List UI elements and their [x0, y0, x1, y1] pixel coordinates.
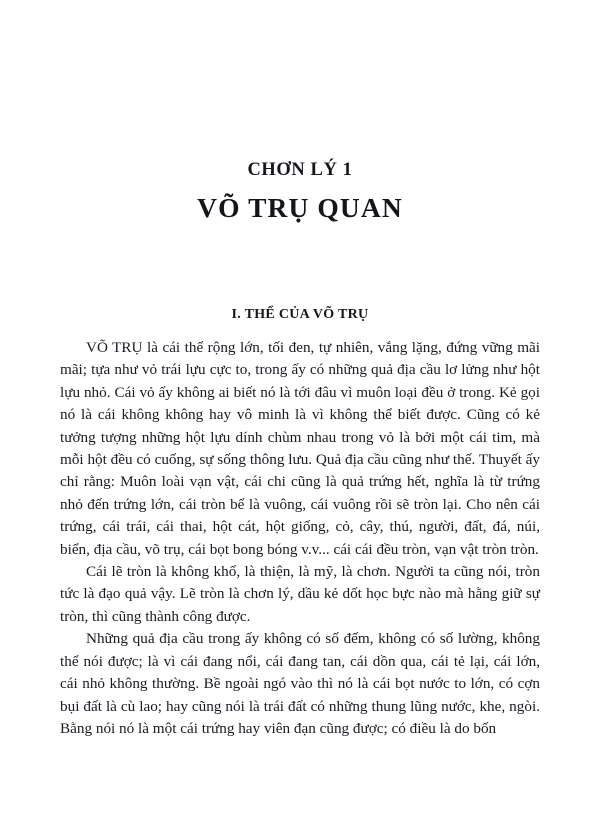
chapter-label: CHƠN LÝ 1	[247, 160, 353, 180]
paragraph: Cái lẽ tròn là không khổ, là thiện, là mỹ, là chơn. Người ta cũng nói, tròn tức là đạo quả vậy. Lẽ tròn là chơn lý, dầu kẻ dốt học bực nào mà hằng giữ sự tròn, thì cũng thành công được.	[60, 563, 540, 625]
chapter-title: VÕ TRỤ QUAN	[197, 192, 403, 223]
section-heading: I. THỂ CỦA VÕ TRỤ	[231, 307, 369, 322]
paragraph: Những quả địa cầu trong ấy không có số đếm, không có số lường, không thể nói được; là vì cái đang nổi, cái đang tan, cái dồn qua, cái tẻ lại, cái lớn, cái nhỏ không thường. Bề ngoài ngó vào thì nó là cái bọt nước to lớn, có cợn bụi đất là cù lao; hay cũng nói là trái đất có những thung lũng nước, khe, ngòi. Bằng nói nó là một cái trứng hay viên đạn cũng được; có điều là do bốn	[60, 630, 540, 737]
paragraph: VÕ TRỤ là cái thể rộng lớn, tối đen, tự nhiên, vắng lặng, đứng vững mãi mãi; tựa như vỏ trái lựu cực to, trong ấy có những quả địa cầu lơ lửng như hột lựu nhỏ. Cái vỏ ấy không ai biết nó là tới đâu vì muôn loại đều ở trong. Kẻ gọi nó là cái không không hay vô minh là vì không thể biết được. Cũng có kẻ tưởng tượng những hột lựu dính chùm nhau trong vỏ là bởi một cái tim, mà mỗi hột đều có cuống, sự sống thông lưu. Quả địa cầu cũng như thế. Thuyết ấy chỉ rằng: Muôn loài vạn vật, cái chi cũng là quả trứng hết, nghĩa là từ trứng nhỏ đến trứng lớn, cái tròn bể là vuông, cái vuông rồi sẽ tròn lại. Cho nên cái trứng, cái trái, cái thai, hột cát, hột giống, cỏ, cây, thú, người, đất, đá, núi, biển, địa cầu, võ trụ, cái bọt bong bóng v.v... cái cái đều tròn, vạn vật tròn tròn.	[60, 339, 540, 558]
body-text-block	[60, 337, 540, 740]
